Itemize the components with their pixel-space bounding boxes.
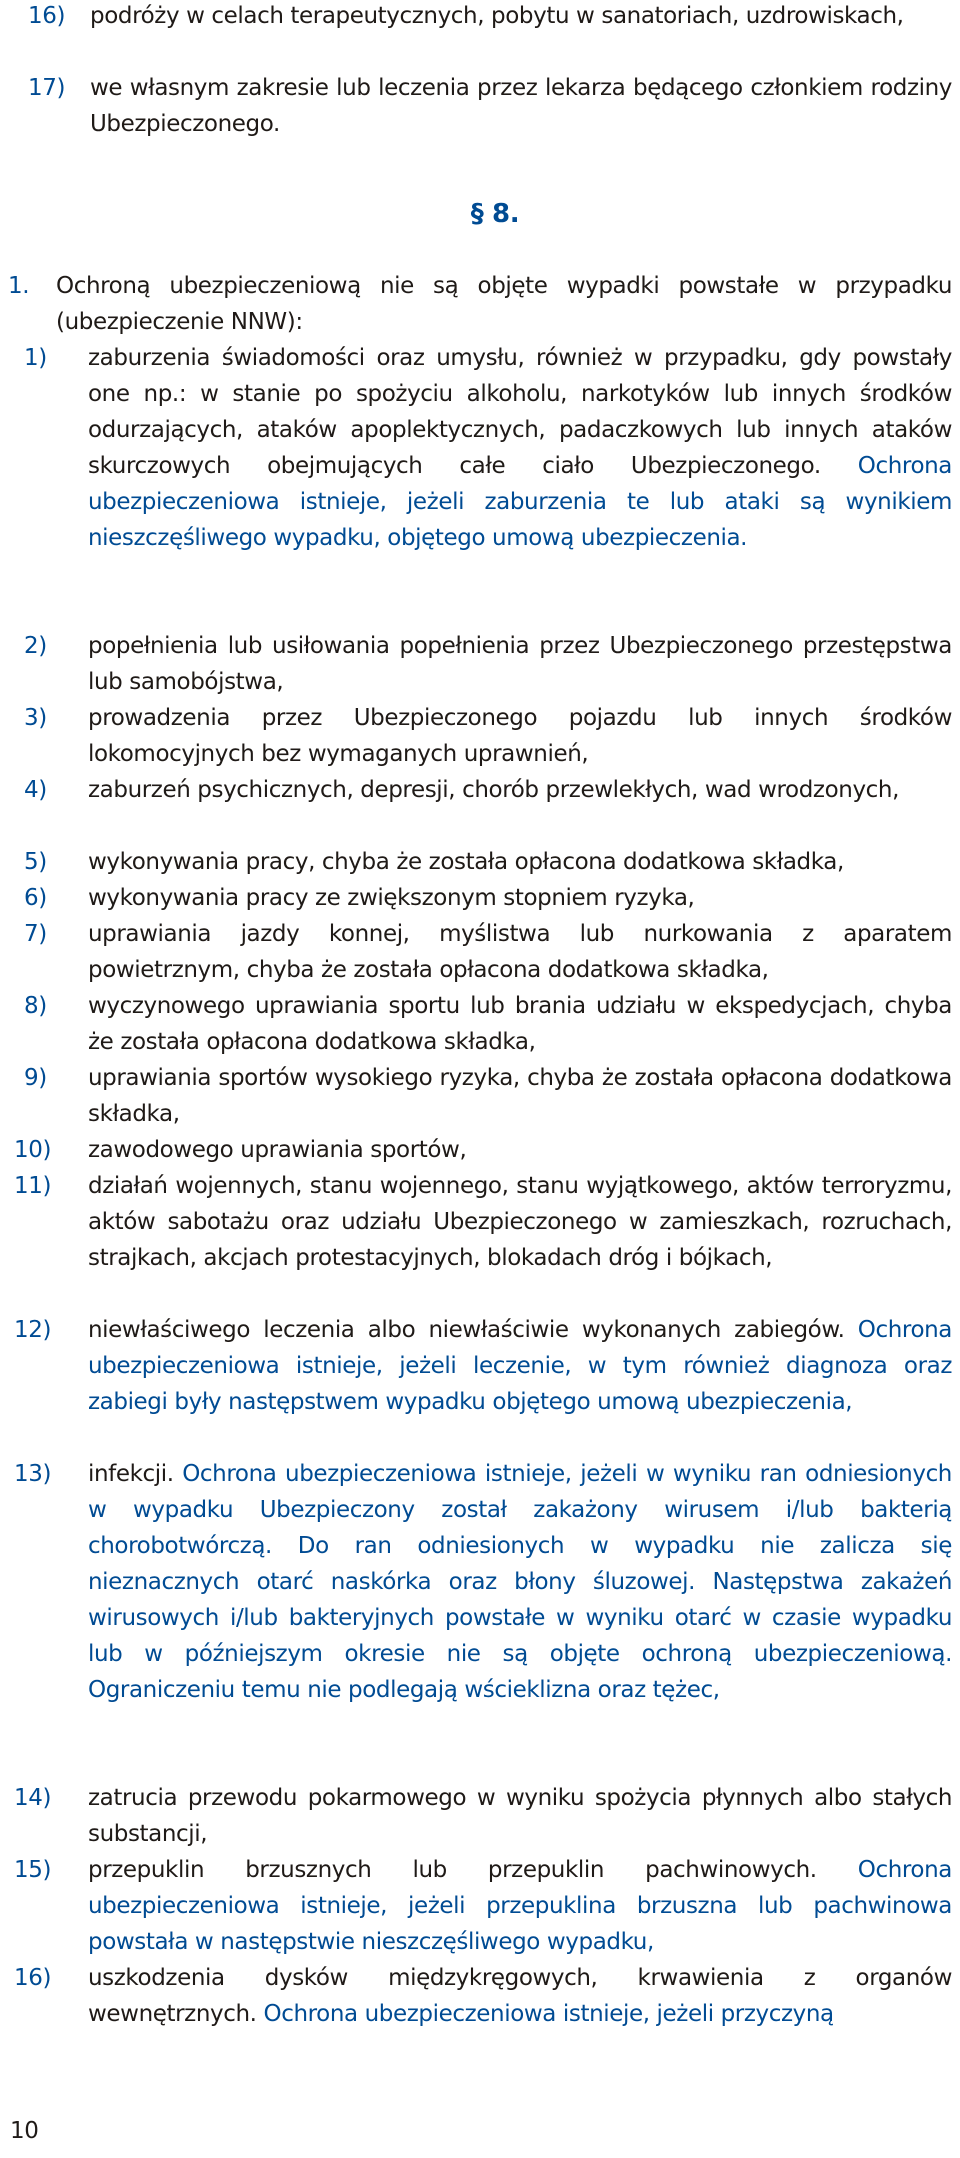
item-text: uprawiania jazdy konnej, myślistwa lub nurkowania z aparatem powietrznym, chyba że została opłacona dodatkowa składka, <box>88 921 952 983</box>
item-number: 7) <box>24 921 47 947</box>
item-text: uprawiania sportów wysokiego ryzyka, chyba że została opłacona dodatkowa składka, <box>88 1065 952 1127</box>
list-item <box>24 700 952 772</box>
list-item <box>24 988 952 1060</box>
item-number: 9) <box>24 1065 47 1091</box>
item-number: 3) <box>24 705 47 731</box>
list-item <box>24 844 952 880</box>
list-item <box>24 880 952 916</box>
item-text: popełnienia lub usiłowania popełnienia przez Ubezpieczonego przestępstwa lub samobójstwa, <box>88 633 952 695</box>
item-text: zaburzenia świadomości oraz umysłu, również w przypadku, gdy powstały one np.: w stanie po spożyciu alkoholu, narkotyków lub innych środków odurzających, ataków apoplektycznych, padaczkowych lub innych ataków skurczowych obejmujących całe ciało Ubezpieczonego. Ochrona ubezpieczeniowa istnieje, jeżeli zaburzenia te lub ataki są wynikiem nieszczęśliwego wypadku, objętego umową ubezpieczenia. <box>88 345 952 551</box>
list-item <box>24 916 952 988</box>
page-number: 10 <box>10 2118 39 2144</box>
item-number: 11) <box>14 1173 52 1199</box>
section-heading: § 8. <box>470 199 520 229</box>
item-text: wykonywania pracy ze zwiększonym stopniem ryzyka, <box>88 885 695 911</box>
item-number: 12) <box>14 1317 52 1343</box>
item-number: 16) <box>14 1965 52 1991</box>
item-text: we własnym zakresie lub leczenia przez lekarza będącego członkiem rodziny Ubezpieczonego. <box>90 75 952 137</box>
list-item <box>28 0 952 34</box>
list-item <box>24 1060 952 1132</box>
list-item <box>14 1456 952 1708</box>
item-number: 1) <box>24 345 47 371</box>
item-text: przepuklin brzusznych lub przepuklin pachwinowych. Ochrona ubezpieczeniowa istnieje, jeżeli przepuklina brzuszna lub pachwinowa powstała w następstwie nieszczęśliwego wypadku, <box>88 1857 952 1955</box>
item-text: zaburzeń psychicznych, depresji, chorób przewlekłych, wad wrodzonych, <box>88 777 899 803</box>
item-number: 5) <box>24 849 47 875</box>
item-number: 4) <box>24 777 47 803</box>
list-item <box>14 1852 952 1960</box>
list-item <box>24 772 952 808</box>
item-text: podróży w celach terapeutycznych, pobytu w sanatoriach, uzdrowiskach, <box>90 3 904 29</box>
list-item <box>14 1960 952 2032</box>
item-number: 8) <box>24 993 47 1019</box>
point-1 <box>8 268 952 340</box>
item-number: 15) <box>14 1857 52 1883</box>
item-text: uszkodzenia dysków międzykręgowych, krwawienia z organów wewnętrznych. Ochrona ubezpieczeniowa istnieje, jeżeli przyczyną <box>88 1965 952 2027</box>
item-text: zawodowego uprawiania sportów, <box>88 1137 467 1163</box>
item-number: 13) <box>14 1461 52 1487</box>
list-item <box>28 70 952 142</box>
item-number: 2) <box>24 633 47 659</box>
list-item <box>24 628 952 700</box>
item-number: 6) <box>24 885 47 911</box>
item-number: 14) <box>14 1785 52 1811</box>
point-number: 1. <box>8 273 30 299</box>
list-item <box>14 1780 952 1852</box>
list-item <box>24 340 952 556</box>
item-text: niewłaściwego leczenia albo niewłaściwie wykonanych zabiegów. Ochrona ubezpieczeniowa istnieje, jeżeli leczenie, w tym również diagnoza oraz zabiegi były następstwem wypadku objętego umową ubezpieczenia, <box>88 1317 952 1415</box>
item-text: infekcji. Ochrona ubezpieczeniowa istnieje, jeżeli w wyniku ran odniesionych w wypadku Ubezpieczony został zakażony wirusem i/lub bakterią chorobotwórczą. Do ran odniesionych w wypadku nie zalicza się nieznacznych otarć naskórka oraz błony śluzowej. Następstwa zakażeń wirusowych i/lub bakteryjnych powstałe w wyniku otarć w czasie wypadku lub w późniejszym okresie nie są objęte ochroną ubezpieczeniową. Ograniczeniu temu nie podlegają wścieklizna oraz tężec, <box>88 1461 952 1703</box>
item-number: 17) <box>28 75 66 101</box>
item-number: 10) <box>14 1137 52 1163</box>
item-text: działań wojennych, stanu wojennego, stanu wyjątkowego, aktów terroryzmu, aktów sabotażu oraz udziału Ubezpieczonego w zamieszkach, rozruchach, strajkach, akcjach protestacyjnych, blokadach dróg i bójkach, <box>88 1173 952 1271</box>
item-text: wykonywania pracy, chyba że została opłacona dodatkowa składka, <box>88 849 844 875</box>
item-text: zatrucia przewodu pokarmowego w wyniku spożycia płynnych albo stałych substancji, <box>88 1785 952 1847</box>
item-text: wyczynowego uprawiania sportu lub brania udziału w ekspedycjach, chyba że została opłacona dodatkowa składka, <box>88 993 952 1055</box>
item-text: prowadzenia przez Ubezpieczonego pojazdu lub innych środków lokomocyjnych bez wymaganych uprawnień, <box>88 705 952 767</box>
point-text: Ochroną ubezpieczeniową nie są objęte wypadki powstałe w przypadku (ubezpieczenie NNW): <box>56 273 952 335</box>
list-item <box>14 1312 952 1420</box>
item-number: 16) <box>28 3 66 29</box>
list-item <box>14 1168 952 1276</box>
list-item <box>14 1132 952 1168</box>
